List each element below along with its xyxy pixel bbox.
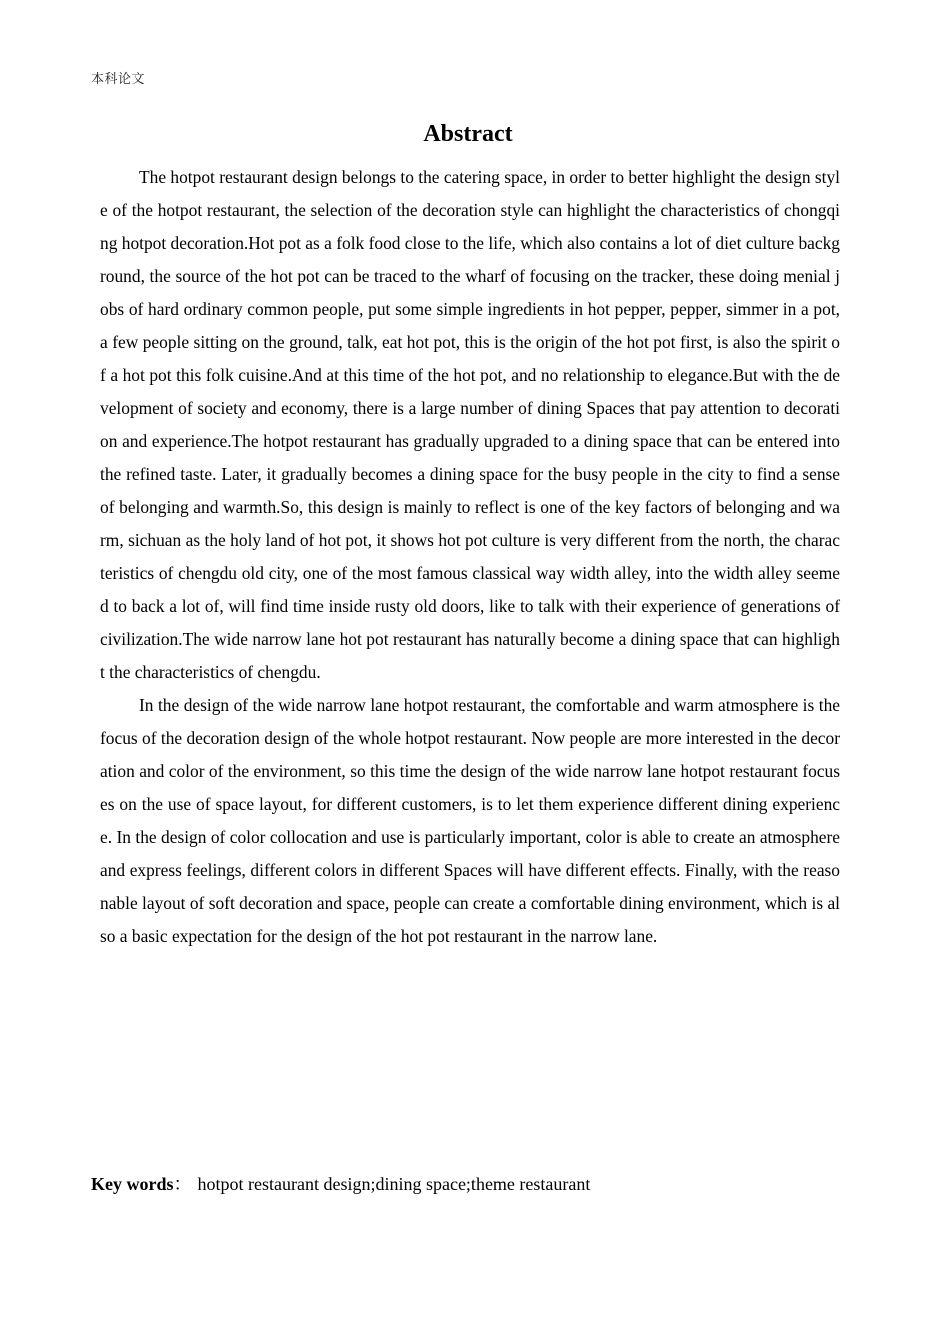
keywords-line	[91, 1169, 590, 1199]
keywords-value: hotpot restaurant design;dining space;theme restaurant	[197, 1174, 591, 1194]
abstract-paragraph-1: The hotpot restaurant design belongs to the catering space, in order to better highlight the design style of the hotpot restaurant, the selection of the decoration style can highlight the characteristics of chongqing hotpot decoration.Hot pot as a folk food close to the life, which also contains a lot of diet culture background, the source of the hot pot can be traced to the wharf of focusing on the tracker, these doing menial jobs of hard ordinary common people, put some simple ingredients in hot pepper, pepper, simmer in a pot, a few people sitting on the ground, talk, eat hot pot, this is the origin of the hot pot first, is also the spirit of a hot pot this folk cuisine.And at this time of the hot pot, and no relationship to elegance.But with the development of society and economy, there is a large number of dining Spaces that pay attention to decoration and experience.The hotpot restaurant has gradually upgraded to a dining space that can be entered into the refined taste. Later, it gradually becomes a dining space for the busy people in the city to find a sense of belonging and warmth.So, this design is mainly to reflect is one of the key factors of belonging and warm, sichuan as the holy land of hot pot, it shows hot pot culture is very different from the north, the characteristics of chengdu old city, one of the most famous classical way width alley, into the width alley seemed to back a lot of, will find time inside rusty old doors, like to talk with their experience of generations of civilization.The wide narrow lane hot pot restaurant has naturally become a dining space that can highlight the characteristics of chengdu.	[100, 167, 840, 682]
abstract-paragraph-2: In the design of the wide narrow lane hotpot restaurant, the comfortable and warm atmosphere is the focus of the decoration design of the whole hotpot restaurant. Now people are more interested in the decoration and color of the environment, so this time the design of the wide narrow lane hotpot restaurant focuses on the use of space layout, for different customers, is to let them experience different dining experience. In the design of color collocation and use is particularly important, color is able to create an atmosphere and express feelings, different colors in different Spaces will have different effects. Finally, with the reasonable layout of soft decoration and space, people can create a comfortable dining environment, which is also a basic expectation for the design of the hot pot restaurant in the narrow lane.	[100, 695, 840, 946]
running-header: 本科论文	[91, 72, 146, 87]
keywords-label: Key words	[91, 1174, 174, 1194]
abstract-title: Abstract	[423, 121, 513, 147]
abstract-body	[100, 161, 840, 953]
keywords-separator: ：	[173, 1174, 192, 1194]
